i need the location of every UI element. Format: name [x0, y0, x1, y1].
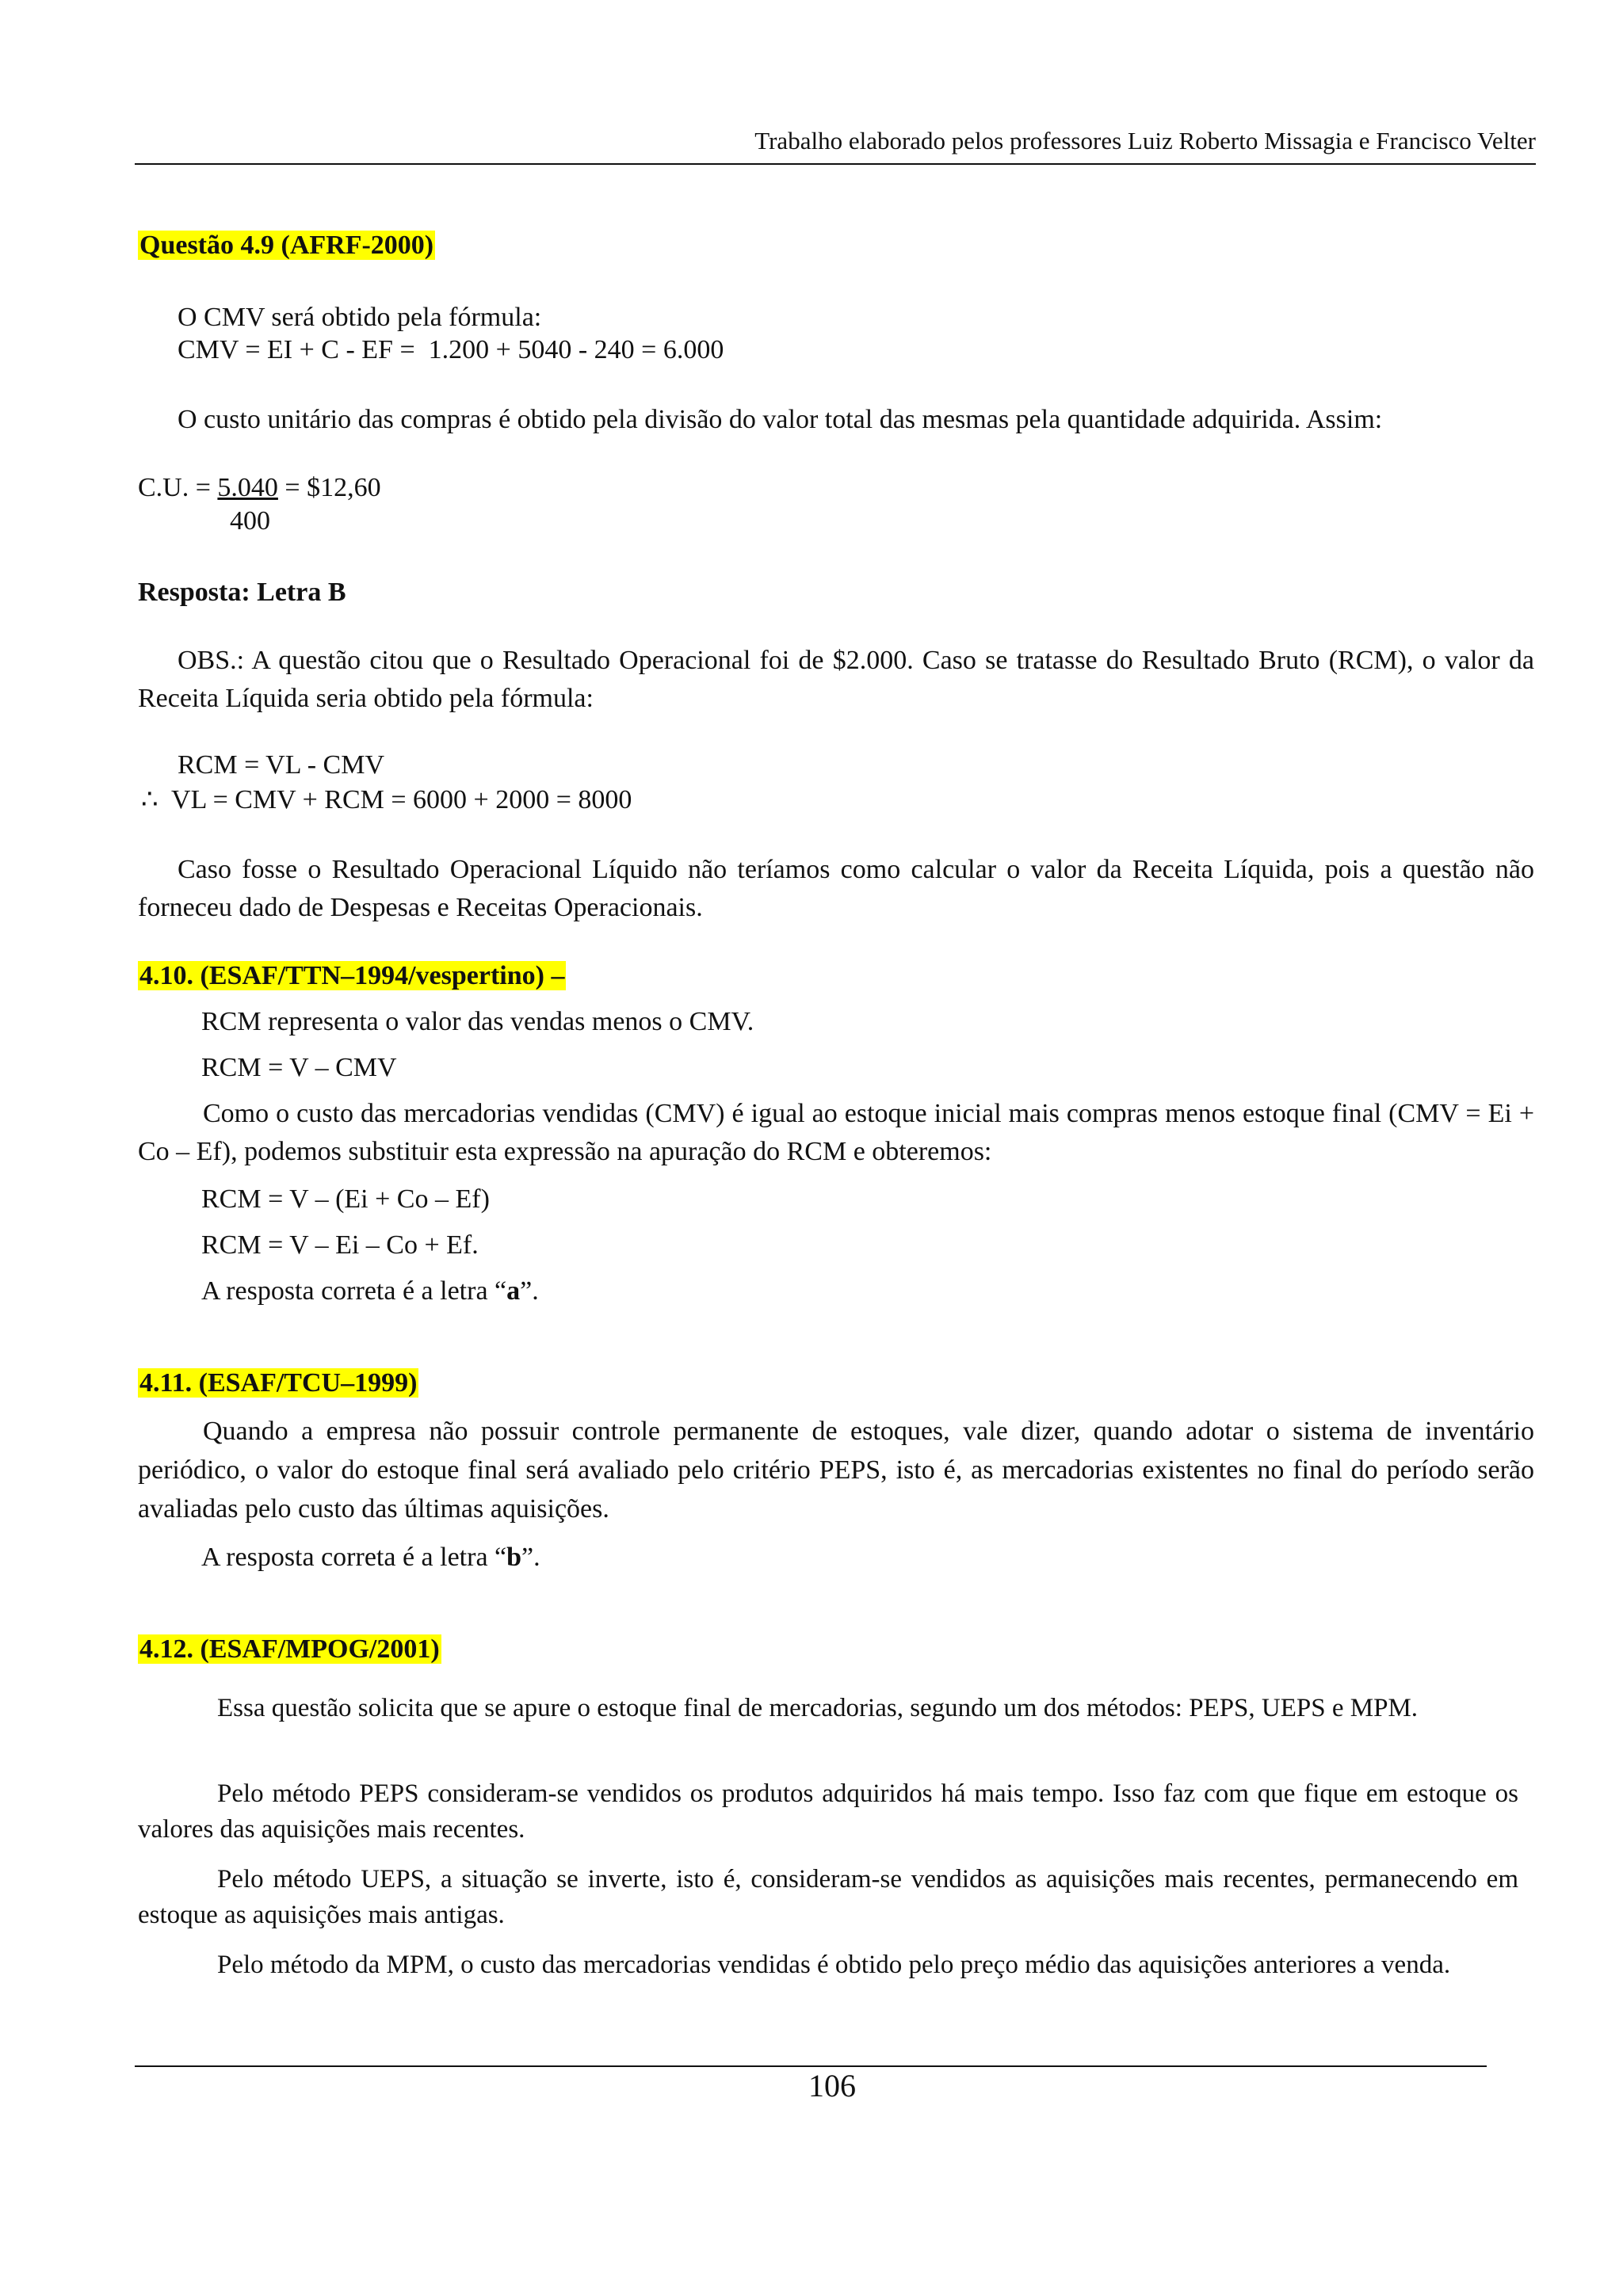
rcm-equation-1: RCM = V – CMV — [201, 1053, 397, 1082]
unit-cost-text: O custo unitário das compras é obtido pela divisão do valor total das mesmas pela quantidade adquirida. Assim: — [178, 405, 1383, 434]
ueps-paragraph: Pelo método UEPS, a situação se inverte, isto é, consideram-se vendidos as aquisições mais recentes, permanecendo em estoque as aquisições mais antigas. — [138, 1865, 1518, 1929]
question-4-9-heading — [138, 227, 435, 265]
question-4-11-heading-text: 4.11. (ESAF/TCU–1999) — [139, 1368, 418, 1398]
closing-paragraph: Caso fosse o Resultado Operacional Líquido não teríamos como calcular o valor da Receita Líquida, pois a questão não forneceu dado de Despesas e Receitas Operacionais. — [138, 855, 1534, 922]
answer-4-11-prefix: A resposta correta é a letra “ — [201, 1543, 507, 1572]
question-4-11-heading — [138, 1364, 418, 1402]
vl-formula: ∴ VL = CMV + RCM = 6000 + 2000 = 8000 — [141, 785, 632, 814]
formula-intro: O CMV será obtido pela fórmula: — [178, 303, 542, 332]
answer-4-11-letter: b — [506, 1543, 522, 1572]
cmv-substitution-paragraph: Como o custo das mercadorias vendidas (CMV) é igual ao estoque inicial mais compras menos estoque final (CMV = Ei + Co – Ef), podemos substituir esta expressão na apuração do RCM e obteremos: — [138, 1099, 1534, 1166]
peps-paragraph: Pelo método PEPS consideram-se vendidos os produtos adquiridos há mais tempo. Isso faz com que fique em estoque os valores das aquisições mais recentes. — [138, 1779, 1518, 1844]
answer-4-11 — [201, 1539, 540, 1577]
answer-4-10-prefix: A resposta correta é a letra “ — [201, 1276, 507, 1306]
unit-cost-result: = $12,60 — [277, 473, 381, 502]
answer-4-10-suffix: ”. — [520, 1276, 539, 1306]
rcm-formula: RCM = VL - CMV — [178, 750, 384, 780]
rcm-equation-3: RCM = V – Ei – Co + Ef. — [201, 1230, 479, 1260]
mpm-paragraph: Pelo método da MPM, o custo das mercadorias vendidas é obtido pelo preço médio das aquisições anteriores a venda. — [217, 1951, 1451, 1979]
cmv-formula: CMV = EI + C - EF = 1.200 + 5040 - 240 = 6.000 — [178, 335, 724, 364]
page-header: Trabalho elaborado pelos professores Luiz Roberto Missagia e Francisco Velter — [754, 127, 1536, 154]
answer-4-9: Resposta: Letra B — [138, 578, 346, 607]
question-4-10-heading — [138, 957, 566, 995]
question-4-10-heading-text: 4.10. (ESAF/TTN–1994/vespertino) – — [139, 961, 565, 990]
header-divider — [135, 163, 1536, 165]
method-intro-paragraph: Essa questão solicita que se apure o estoque final de mercadorias, segundo um dos métodos: PEPS, UEPS e MPM. — [217, 1694, 1419, 1722]
unit-cost-prefix: C.U. = — [138, 473, 218, 502]
observation-paragraph: OBS.: A questão citou que o Resultado Operacional foi de $2.000. Caso se tratasse do Resultado Bruto (RCM), o valor da Receita Líquida seria obtido pela fórmula: — [138, 646, 1534, 713]
rcm-equation-2: RCM = V – (Ei + Co – Ef) — [201, 1184, 490, 1214]
inventory-paragraph: Quando a empresa não possuir controle permanente de estoques, vale dizer, quando adotar o sistema de inventário periódico, o valor do estoque final será avaliado pelo critério PEPS, isto é, as mercadorias existentes no final do período serão avaliadas pelo custo das últimas aquisições. — [138, 1417, 1534, 1524]
unit-cost-numerator: 5.040 — [217, 473, 278, 502]
unit-cost-denominator: 400 — [230, 506, 270, 536]
page-number: 106 — [808, 2068, 856, 2103]
answer-4-10-letter: a — [506, 1276, 521, 1306]
answer-4-10 — [201, 1272, 539, 1310]
rcm-definition: RCM representa o valor das vendas menos o CMV. — [201, 1007, 754, 1036]
unit-cost-fraction — [138, 469, 381, 507]
answer-4-11-suffix: ”. — [521, 1543, 540, 1572]
question-4-12-heading — [138, 1630, 441, 1669]
question-4-9-heading-text: Questão 4.9 (AFRF-2000) — [139, 231, 434, 260]
question-4-12-heading-text: 4.12. (ESAF/MPOG/2001) — [139, 1634, 440, 1664]
